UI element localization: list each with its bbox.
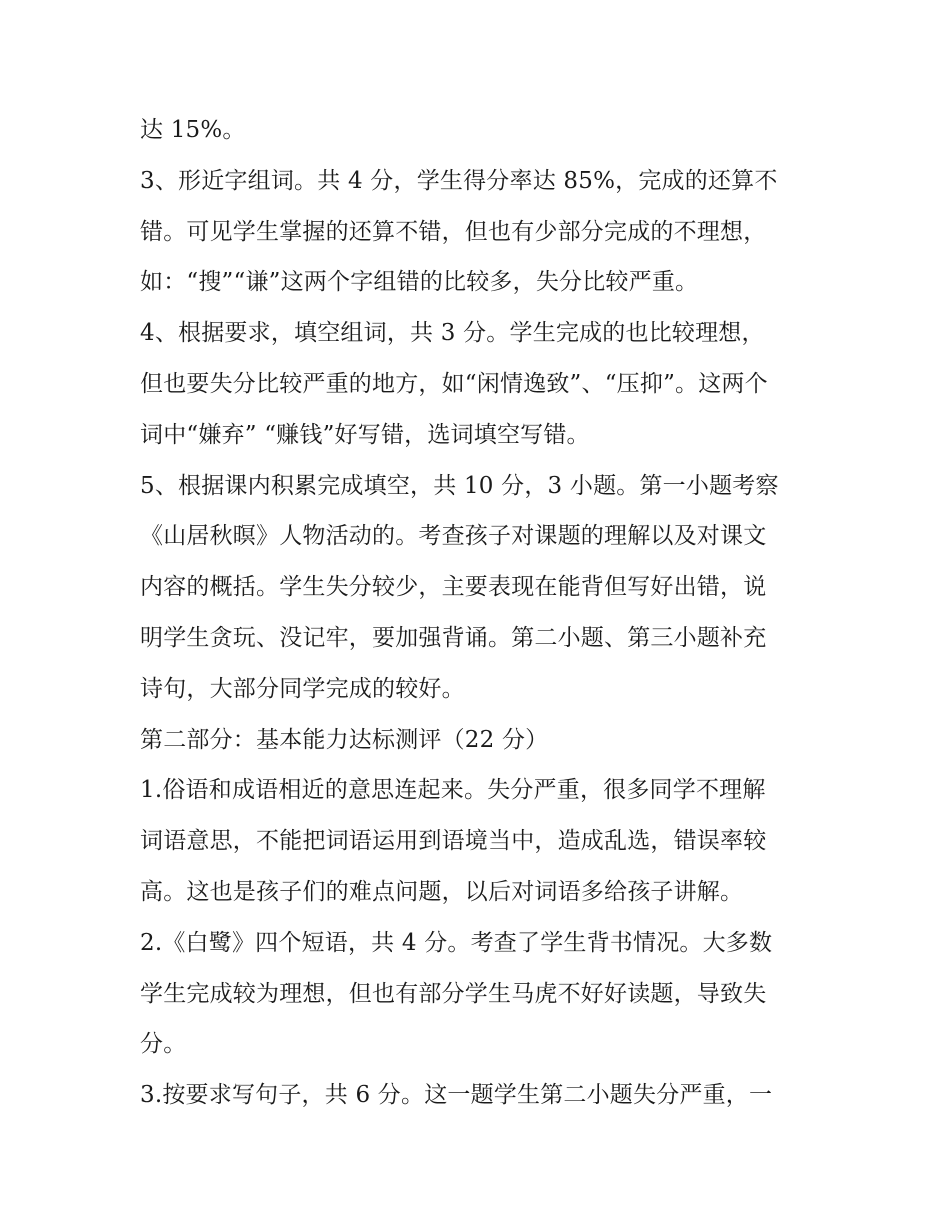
text-line: 但也要失分比较严重的地方，如“闲情逸致”、“压抑”。这两个 bbox=[140, 370, 768, 397]
text-line: 明学生贪玩、没记牢，要加强背诵。第二小题、第三小题补充 bbox=[140, 624, 767, 651]
text-line: 内容的概括。学生失分较少，主要表现在能背但写好出错，说 bbox=[140, 574, 767, 601]
section-heading: 第二部分：基本能力达标测评（22 分） bbox=[140, 726, 549, 753]
text-line: 《山居秋暝》人物活动的。考查孩子对课题的理解以及对课文 bbox=[140, 523, 767, 550]
text-line: 诗句，大部分同学完成的较好。 bbox=[140, 675, 465, 702]
text-line: 词语意思，不能把词语运用到语境当中，造成乱选，错误率较 bbox=[140, 828, 767, 855]
text-line: 分。 bbox=[140, 1031, 187, 1058]
text-line: 错。可见学生掌握的还算不错，但也有少部分完成的不理想， bbox=[140, 218, 767, 245]
text-line: 2.《白鹭》四个短语，共 4 分。考查了学生背书情况。大多数 bbox=[140, 929, 773, 956]
text-line: 4、根据要求，填空组词，共 3 分。学生完成的也比较理想， bbox=[140, 320, 765, 347]
text-line: 5、根据课内积累完成填空，共 10 分，3 小题。第一小题考察 bbox=[140, 472, 779, 499]
text-line: 达 15%。 bbox=[140, 117, 246, 143]
text-line: 3、形近字组词。共 4 分，学生得分率达 85%，完成的还算不 bbox=[140, 167, 778, 194]
text-line: 3.按要求写句子，共 6 分。这一题学生第二小题失分严重，一 bbox=[140, 1082, 773, 1109]
text-line: 学生完成较为理想，但也有部分学生马虎不好好读题，导致失 bbox=[140, 980, 767, 1007]
text-line: 词中“嫌弃” “赚钱”好写错，选词填空写错。 bbox=[140, 421, 590, 448]
text-line: 高。这也是孩子们的难点问题，以后对词语多给孩子讲解。 bbox=[140, 878, 744, 905]
text-line: 1.俗语和成语相近的意思连起来。失分严重，很多同学不理解 bbox=[140, 777, 766, 804]
text-line: 如：“搜”“谦”这两个字组错的比较多，失分比较严重。 bbox=[140, 269, 699, 296]
document-body bbox=[140, 105, 820, 1121]
